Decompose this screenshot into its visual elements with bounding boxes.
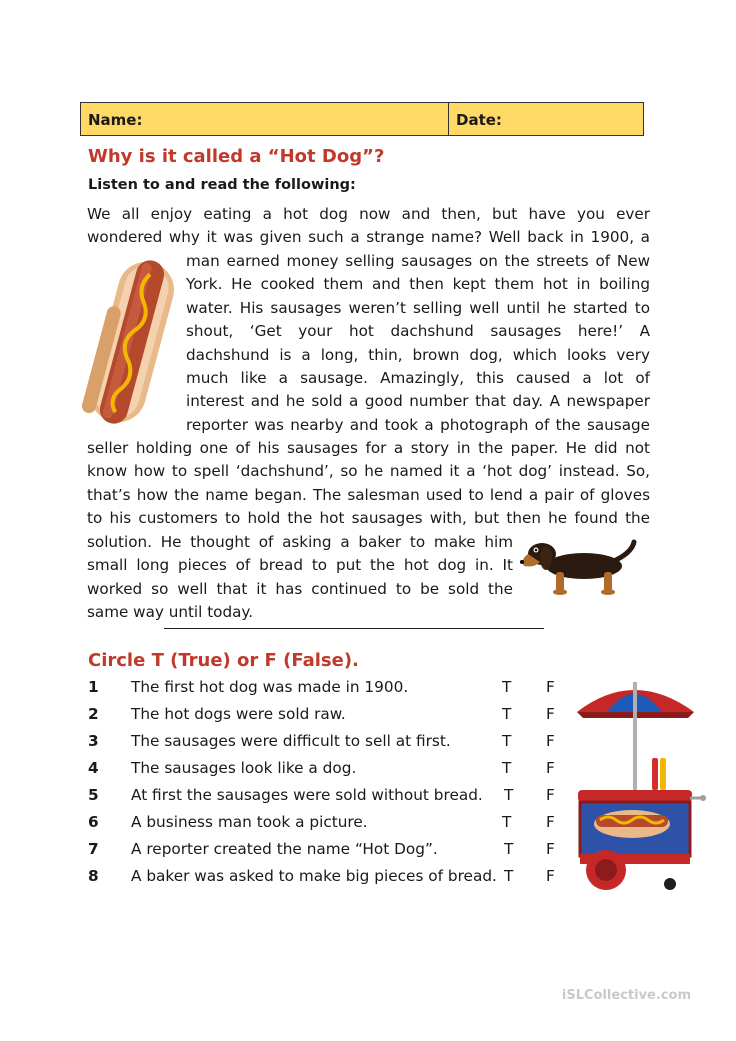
- story-line: reporter was nearby and took a photograph of the sausage: [186, 415, 650, 434]
- question-text: The hot dogs were sold raw.: [131, 705, 346, 723]
- true-option[interactable]: T: [502, 813, 512, 831]
- list-item: [88, 732, 568, 759]
- true-option[interactable]: T: [502, 732, 512, 750]
- question-text: A business man took a picture.: [131, 813, 368, 831]
- date-field[interactable]: Date:: [456, 111, 502, 129]
- question-number: 3: [88, 732, 99, 750]
- story-wrap: [186, 250, 650, 437]
- story-line: man earned money selling sausages on the streets of New: [186, 252, 650, 270]
- question-number: 4: [88, 759, 99, 777]
- divider: [164, 628, 544, 629]
- list-item: [88, 786, 568, 813]
- question-text: The sausages were difficult to sell at first.: [131, 732, 451, 750]
- false-option[interactable]: F: [546, 840, 555, 858]
- story-line: seller holding one of his sausages for a story in the paper. He did not: [87, 439, 650, 457]
- false-option[interactable]: F: [546, 867, 555, 885]
- false-option[interactable]: F: [546, 678, 555, 696]
- list-item: [88, 678, 568, 705]
- story-line: wondered why it was given such a strange name? Well back in 1900, a: [87, 228, 650, 247]
- question-text: The first hot dog was made in 1900.: [131, 678, 409, 696]
- false-option[interactable]: F: [546, 732, 555, 750]
- false-option[interactable]: F: [546, 759, 555, 777]
- story-middle: [87, 437, 650, 531]
- false-option[interactable]: F: [546, 786, 555, 804]
- story-line: shout, ‘Get your hot dachshund sausages here!’ A: [186, 322, 650, 341]
- watermark: iSLCollective.com: [561, 988, 691, 1003]
- list-item: [88, 705, 568, 732]
- story-bottom: [87, 531, 513, 625]
- story-line: know how to spell ‘dachshund’, so he named it a ‘hot dog’ instead. So,: [87, 462, 650, 481]
- dachshund-icon: [520, 532, 640, 598]
- question-text: The sausages look like a dog.: [131, 759, 357, 777]
- story-line: same way until today.: [87, 603, 254, 622]
- section2-title: Circle T (True) or F (False).: [88, 650, 359, 671]
- false-option[interactable]: F: [546, 813, 555, 831]
- story-line: worked so well that it has continued to be sold the: [87, 579, 513, 598]
- true-option[interactable]: T: [502, 678, 512, 696]
- true-option[interactable]: T: [504, 786, 514, 804]
- story-line: York. He cooked them and then kept them hot in boiling: [186, 275, 650, 294]
- story-line: much like a sausage. Amazingly, this caused a lot of: [186, 369, 650, 388]
- question-text: At first the sausages were sold without bread.: [131, 786, 483, 804]
- question-number: 2: [88, 705, 99, 723]
- true-option[interactable]: T: [504, 867, 514, 885]
- story-line: small long pieces of bread to put the hot dog in. It: [87, 556, 513, 575]
- question-number: 6: [88, 813, 99, 831]
- question-number: 8: [88, 867, 99, 885]
- question-number: 1: [88, 678, 99, 696]
- header-table: [80, 102, 644, 136]
- story-line: dachshund is a long, thin, brown dog, which looks very: [186, 345, 650, 364]
- list-item: [88, 840, 568, 867]
- list-item: [88, 759, 568, 786]
- true-option[interactable]: T: [504, 840, 514, 858]
- question-number: 7: [88, 840, 99, 858]
- story-line: We all enjoy eating a hot dog now and then, but have you ever: [87, 205, 650, 223]
- story-top: [87, 203, 650, 250]
- list-item: [88, 813, 568, 840]
- story-line: to his customers to hold the hot sausages with, but then he found the: [87, 509, 650, 528]
- story-line: solution. He thought of asking a baker to make him: [87, 533, 513, 551]
- question-number: 5: [88, 786, 99, 804]
- question-text: A reporter created the name “Hot Dog”.: [131, 840, 438, 858]
- hotdog-icon: [82, 252, 182, 432]
- true-option[interactable]: T: [502, 705, 512, 723]
- false-option[interactable]: F: [546, 705, 555, 723]
- story-line: that’s how the name began. The salesman used to lend a pair of gloves: [87, 485, 650, 504]
- page-title: Why is it called a “Hot Dog”?: [88, 146, 385, 167]
- story-line: water. His sausages weren’t selling well until he started to: [186, 298, 650, 317]
- list-item: [88, 867, 568, 894]
- instruction: Listen to and read the following:: [88, 177, 356, 193]
- hotdog-cart-icon: [572, 674, 707, 899]
- story-line: interest and he sold a good number that day. A newspaper: [186, 392, 650, 411]
- true-option[interactable]: T: [502, 759, 512, 777]
- question-text: A baker was asked to make big pieces of bread.: [131, 867, 497, 885]
- name-field[interactable]: Name:: [81, 103, 449, 135]
